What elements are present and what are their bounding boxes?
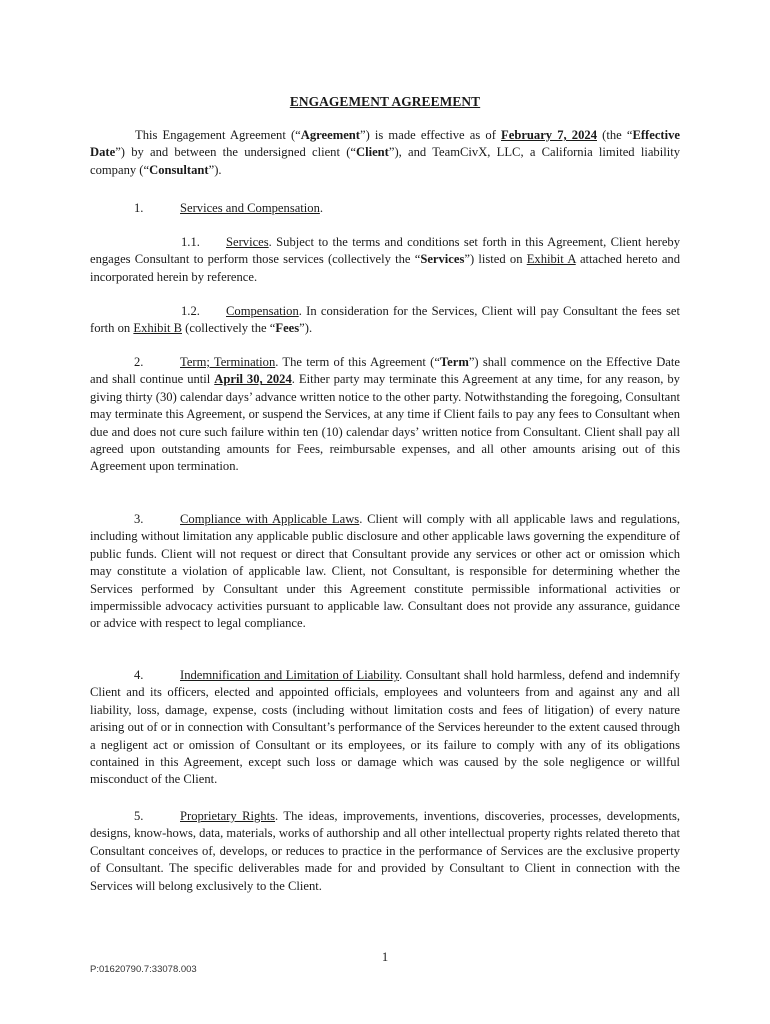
section-1-1 [90, 234, 680, 286]
section-number: 4. [134, 668, 144, 682]
defined-term-fees: Fees [275, 321, 300, 336]
intro-text: This Engagement Agreement (“ [135, 128, 301, 142]
intro-text: ”), and TeamCivX, LLC, a California limited liability company (“ [90, 145, 680, 177]
section-title-end: . [319, 201, 324, 215]
intro-text: (the “ [597, 128, 633, 142]
exhibit-a-reference: Exhibit A [526, 252, 576, 267]
section-text: . Subject to the terms and conditions set forth in this Agreement, Client hereby engages Consultant to perform those services (collectively the “ [90, 235, 680, 267]
section-text: . In consideration for the Services, Client will pay Consultant the fees set forth on [90, 304, 680, 336]
section-title: Compensation [226, 304, 299, 318]
section-number: 5. [134, 809, 144, 823]
section-title: Services [226, 235, 269, 249]
section-5 [90, 808, 680, 895]
defined-term-effective-date: Effective Date [90, 128, 680, 160]
section-title: Term; Termination [180, 355, 276, 369]
defined-term-client: Client [355, 145, 389, 160]
section-text: (collectively the “ [182, 321, 276, 336]
section-text: . The term of this Agreement (“ [275, 355, 440, 369]
section-number: 3. [134, 512, 144, 526]
page-number: 1 [381, 950, 389, 964]
intro-text: ”) is made effective as of [359, 128, 502, 142]
defined-term-agreement: Agreement [300, 128, 360, 142]
section-number: 2. [134, 355, 144, 369]
intro-text: ”) by and between the undersigned client (“ [115, 145, 356, 160]
defined-term-services: Services [420, 252, 465, 267]
section-number: 1.2. [181, 304, 200, 318]
section-text: ”) shall commence on the Effective Date and shall continue until [90, 355, 680, 387]
document-title: ENGAGEMENT AGREEMENT [289, 94, 481, 109]
intro-paragraph [90, 127, 680, 179]
section-text: ”). [299, 321, 313, 336]
section-number: 1. [134, 201, 144, 215]
section-text: . Consultant shall hold harmless, defend and indemnify Client and its officers, elected and appointed officials, employees and volunteers from and against any and all liability, loss, damage, expense, costs (including without limitation costs and fees of litigation) of every nature arising out of or in connection with Consultant’s performance of the Services hereunder to the extent caused through a negligent act or omission of Consultant or its employees, or its failure to comply with any of its obligations contained in this Agreement, except such loss or damage which was caused by the sole negligence or willful misconduct of the Client. [90, 668, 680, 787]
section-title: Compliance with Applicable Laws [180, 512, 360, 526]
section-title: Indemnification and Limitation of Liability [180, 668, 400, 682]
section-1-heading [90, 200, 680, 217]
section-text: attached hereto and incorporated herein by reference. [90, 252, 680, 284]
section-number: 1.1. [181, 235, 200, 249]
section-4 [90, 667, 680, 789]
section-text: . Either party may terminate this Agreement at any time, for any reason, by giving thirty (30) calendar days’ advance written notice to the other party. Notwithstanding the foregoing, Consultant may terminate this Agreement, or suspend the Services, at any time if Client fails to pay any fees to Consultant when due and does not cure such failure within ten (10) calendar days’ written notice from Consultant. Client shall pay all agreed upon outstanding amounts for Fees, reimbursable expenses, and all other amounts arising out of this Agreement upon termination. [90, 372, 680, 474]
section-1-2 [90, 303, 680, 338]
section-title: Proprietary Rights [180, 809, 276, 823]
defined-term-consultant: Consultant [149, 162, 209, 177]
intro-text: ”). [208, 162, 222, 177]
section-text: . Client will comply with all applicable laws and regulations, including without limitation any applicable public disclosure and other applicable laws governing the expenditure of public funds. Client will not request or direct that Consultant provide any services or other act or omission which may constitute a violation of applicable law. Client, not Consultant, is responsible for determining whether the Services performed by Consultant under this Agreement constitute permissible informational activities or impermissible advocacy activities pursuant to applicable law. Consultant does not provide any assurance, guidance or advice with respect to legal compliance. [90, 512, 681, 631]
section-text: . The ideas, improvements, inventions, discoveries, processes, developments, designs, know-hows, data, materials, works of authorship and all other intellectual property rights related thereto that Consultant conceives of, develops, or reduces to practice in the performance of Services are the exclusive property of Consultant. The specific deliverables made for and provided by Consultant to Client in connection with the Services will belong exclusively to the Client. [90, 809, 680, 893]
section-3 [90, 511, 680, 633]
effective-date-value: February 7, 2024 [501, 128, 597, 142]
section-title: Services and Compensation [180, 201, 320, 215]
section-2 [90, 354, 680, 476]
defined-term-term: Term [439, 355, 469, 369]
exhibit-b-reference: Exhibit B [133, 321, 183, 336]
document-footer-code: P:01620790.7:33078.003 [90, 964, 197, 975]
term-end-date-value: April 30, 2024 [214, 372, 292, 387]
section-text: ”) listed on [464, 252, 527, 267]
